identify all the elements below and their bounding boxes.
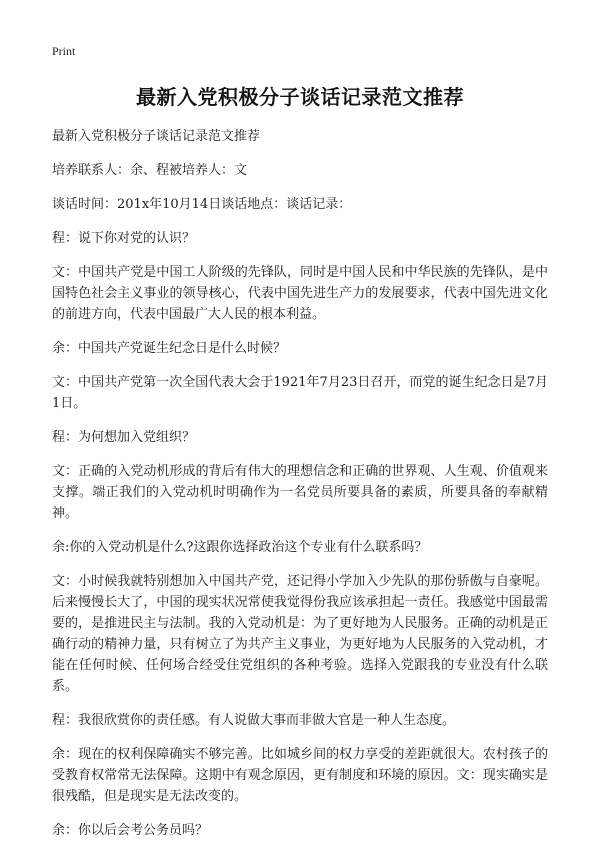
paragraph-answer: 文：小时候我就特别想加入中国共产党，还记得小学加入少先队的那份骄傲与自豪呢。后来慢慢长大了，中国的现实状况常使我觉得份我应该承担起一责任。我感觉中国最需要的，是推进民主与法制。我的入党动机是：为了更好地为人民服务。正确的动机是正确行动的精神力量，只有树立了为共产主义事业，为更好地为人民服务的入党动机，才能在任何时候、任何场合经受住党组织的各种考验。选择入党跟我的专业没有什么联系。 <box>52 574 548 694</box>
paragraph-answer: 文：中国共产党第一次全国代表大会于1921年7月23日召开，而党的诞生纪念日是7月1日。 <box>52 375 548 411</box>
paragraph-comment: 余：现在的权利保障确实不够完善。比如城乡间的权力享受的差距就很大。农村孩子的受教育权常常无法保障。这期中有观念原因，更有制度和环境的原因。文：现实确实是很残酷，但是现实是无法改变的。 <box>52 747 548 804</box>
document-title: 最新入党积极分子谈话记录范文推荐 <box>136 85 464 109</box>
paragraph-answer: 文：中国共产党是中国工人阶级的先锋队，同时是中国人民和中华民族的先锋队，是中国特色社会主义事业的领导核心，代表中国先进生产力的发展要求，代表中国先进文化的前进方向，代表中国最广大人民的根本利益。 <box>52 265 548 322</box>
paragraph-question: 余：中国共产党诞生纪念日是什么时候？ <box>52 341 287 356</box>
paragraph-question: 余:你的入党动机是什么?这跟你选择政治这个专业有什么联系吗？ <box>52 540 428 555</box>
paragraph-time-place: 谈话时间：201x年10月14日谈话地点：谈话记录： <box>52 197 352 212</box>
paragraph-question: 程：说下你对党的认识？ <box>52 231 196 246</box>
document-body <box>52 126 548 841</box>
paragraph-question: 程：为何想加入党组织？ <box>52 430 196 445</box>
paragraph-participants: 培养联系人：余、程被培养人：文 <box>52 163 248 178</box>
paragraph-subtitle: 最新入党积极分子谈话记录范文推荐 <box>52 129 261 144</box>
print-link[interactable]: Print <box>52 44 76 58</box>
paragraph-answer: 文：正确的入党动机形成的背后有伟大的理想信念和正确的世界观、人生观、价值观来支撑。端正我们的入党动机时明确作为一名党员所要具备的素质，所要具备的奉献精神。 <box>52 464 548 521</box>
paragraph-question: 余：你以后会考公务员吗？ <box>52 823 209 838</box>
paragraph-comment: 程：我很欣赏你的责任感。有人说做大事而非做大官是一种人生态度。 <box>52 713 456 728</box>
